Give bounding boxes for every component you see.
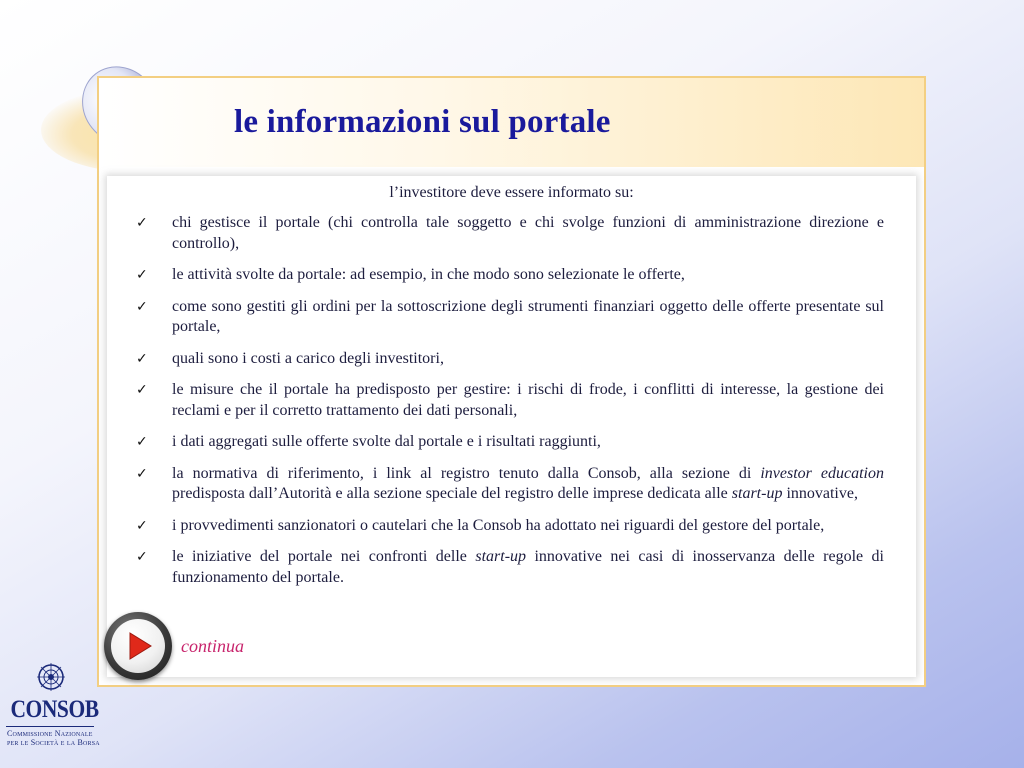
check-icon: ✓ <box>136 267 148 283</box>
bullet-item <box>123 432 884 453</box>
bullet-text: i provvedimenti sanzionatori o cautelari che la Consob ha adottato nei riguardi del gestore del portale, <box>172 516 825 534</box>
bullet-text: quali sono i costi a carico degli investitori, <box>172 349 444 367</box>
intro-text: l’investitore deve essere informato su: <box>389 184 634 201</box>
bullet-list <box>123 213 884 599</box>
emblem-icon <box>35 660 67 694</box>
continue-play-button[interactable] <box>104 612 172 680</box>
bullet-item <box>123 464 884 505</box>
check-icon: ✓ <box>136 298 148 315</box>
slide-title: le informazioni sul portale <box>234 104 611 140</box>
bullet-text: come sono gestiti gli ordini per la sottoscrizione degli strumenti finanziari oggetto delle offerte presentate sul portale, <box>172 297 884 335</box>
bullet-item <box>123 516 884 537</box>
bullet-item <box>123 265 884 286</box>
logo-wordmark: CONSOB <box>10 696 99 723</box>
bullet-text: innovative nei casi di inosservanza delle regole di funzionamento del portale. <box>172 548 884 586</box>
logo-divider <box>6 726 94 727</box>
check-icon: ✓ <box>136 215 148 231</box>
bullet-text-italic: start-up <box>475 548 527 565</box>
bullet-item <box>123 547 884 588</box>
play-icon <box>111 619 165 673</box>
bullet-text: innovative, <box>782 485 858 502</box>
check-icon: ✓ <box>136 434 148 450</box>
bullet-text: le iniziative del portale nei confronti delle <box>172 548 476 565</box>
check-icon: ✓ <box>136 382 148 398</box>
bullet-text-italic: investor education <box>760 464 885 482</box>
continue-link[interactable]: continua <box>181 636 244 656</box>
logo-subtitle-2: per le Società e la Borsa <box>7 738 100 747</box>
bullet-item <box>123 349 884 370</box>
consob-logo <box>4 660 100 764</box>
bullet-text: predisposta dall’Autorità e alla sezione speciale del registro delle imprese dedicata alle <box>172 485 732 502</box>
bullet-text-italic: start-up <box>731 485 783 502</box>
bullet-text: chi gestisce il portale (chi controlla tale soggetto e chi svolge funzioni di amministrazione direzione e controllo), <box>172 214 884 252</box>
slide-frame <box>97 76 926 687</box>
check-icon: ✓ <box>136 517 148 534</box>
bullet-item <box>123 380 884 421</box>
bullet-text: la normativa di riferimento, i link al registro tenuto dalla Consob, alla sezione di <box>172 464 761 482</box>
bullet-text: le attività svolte da portale: ad esempio, in che modo sono selezionate le offerte, <box>172 266 685 283</box>
continue-button-face <box>111 619 165 673</box>
logo-subtitle-1: Commissione Nazionale <box>7 729 93 738</box>
bullet-text: i dati aggregati sulle offerte svolte dal portale e i risultati raggiunti, <box>172 433 601 450</box>
bullet-item <box>123 297 884 338</box>
check-icon: ✓ <box>136 350 148 367</box>
bullet-text: le misure che il portale ha predisposto per gestire: i rischi di frode, i conflitti di interesse, la gestione dei reclami e per il corretto trattamento dei dati personali, <box>172 381 884 419</box>
check-icon: ✓ <box>136 549 148 565</box>
check-icon: ✓ <box>136 465 148 482</box>
bullet-item <box>123 213 884 254</box>
